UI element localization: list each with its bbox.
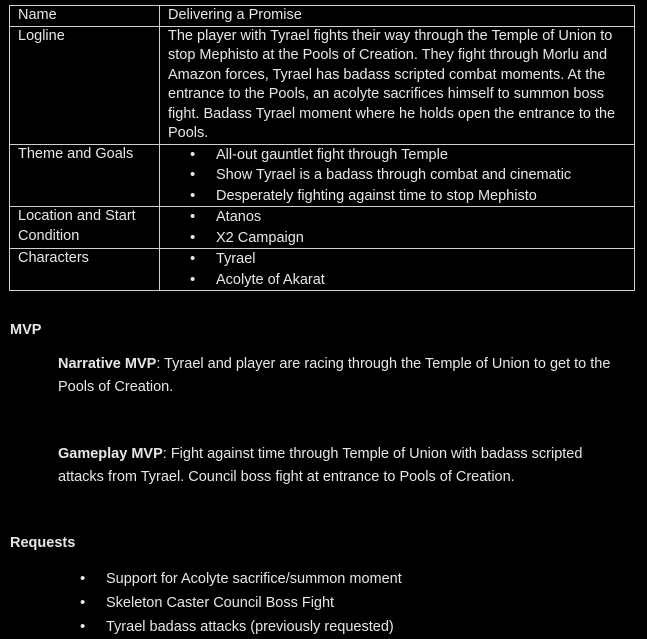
row-label: Characters: [10, 249, 160, 291]
row-value: [160, 144, 635, 207]
requests-list: [80, 567, 402, 639]
list-item: • Atanos: [190, 207, 628, 228]
row-value: The player with Tyrael fights their way through the Temple of Union to stop Mephisto at the Pools of Creation. They fight through Morlu and Amazon forces, Tyrael has badass scripted combat moments. At the entrance to the Pools, an acolyte sacrifices himself to summon boss fight. Badass Tyrael moment where he holds open the entrance to the Pools.: [160, 26, 635, 144]
list-item: • Show Tyrael is a badass through combat and cinematic: [190, 165, 628, 186]
list-item: • Tyrael badass attacks (previously requested): [80, 615, 402, 639]
row-value: [160, 249, 635, 291]
table-row-location: [10, 207, 635, 249]
list-item: • X2 Campaign: [190, 228, 628, 249]
quest-spec-table: [9, 5, 635, 291]
row-label: Location and Start Condition: [10, 207, 160, 249]
characters-list: [168, 249, 628, 290]
row-label: Logline: [10, 26, 160, 144]
list-item: • All-out gauntlet fight through Temple: [190, 145, 628, 166]
list-item: • Support for Acolyte sacrifice/summon moment: [80, 567, 402, 591]
gameplay-mvp-text: : Fight against time through Temple of Union with badass scripted attacks from Tyrael. Council boss fight at entrance to Pools of Creation.: [58, 446, 583, 485]
mvp-heading: MVP: [10, 322, 42, 338]
table-row-name: [10, 6, 635, 27]
list-item: • Desperately fighting against time to stop Mephisto: [190, 186, 628, 207]
narrative-mvp-label: Narrative MVP: [58, 356, 157, 372]
list-item: • Acolyte of Akarat: [190, 270, 628, 291]
row-value: Delivering a Promise: [160, 6, 635, 27]
list-item: • Skeleton Caster Council Boss Fight: [80, 591, 402, 615]
table-row-theme-goals: [10, 144, 635, 207]
narrative-mvp-paragraph: [58, 353, 630, 399]
requests-heading: Requests: [10, 535, 76, 551]
table-row-logline: [10, 26, 635, 144]
row-label: Theme and Goals: [10, 144, 160, 207]
row-label: Name: [10, 6, 160, 27]
gameplay-mvp-paragraph: [58, 443, 630, 489]
location-list: [168, 207, 628, 248]
list-item: • Tyrael: [190, 249, 628, 270]
row-value: [160, 207, 635, 249]
table-row-characters: [10, 249, 635, 291]
gameplay-mvp-label: Gameplay MVP: [58, 446, 163, 462]
theme-goals-list: [168, 145, 628, 207]
narrative-mvp-text: : Tyrael and player are racing through the Temple of Union to get to the Pools of Creation.: [58, 356, 611, 395]
